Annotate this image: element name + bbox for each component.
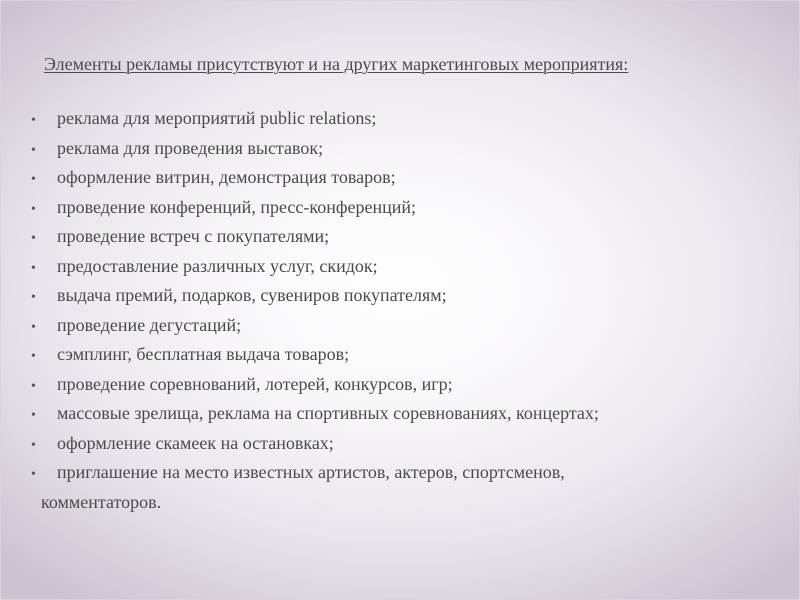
list-item <box>31 194 771 224</box>
list-item <box>31 341 771 371</box>
bullet-icon: • <box>31 172 36 187</box>
bullet-icon: • <box>31 408 36 423</box>
list-item-text: массовые зрелища, реклама на спортивных соревнованиях, концертах; <box>57 403 599 423</box>
list-item <box>31 459 771 489</box>
bullet-icon: • <box>31 260 36 276</box>
bullet-list <box>31 105 771 515</box>
bullet-icon: • <box>31 378 36 394</box>
bullet-icon: • <box>31 113 36 128</box>
list-item-text: реклама для мероприятий public relations; <box>57 108 377 128</box>
slide-title: Элементы рекламы присутствуют и на других маркетинговых мероприятия: <box>44 54 629 74</box>
bullet-icon: • <box>31 437 36 453</box>
list-item-text: проведение встреч с покупателями; <box>57 226 330 246</box>
list-item-text: оформление витрин, демонстрация товаров; <box>57 167 396 187</box>
list-item-text: реклама для проведения выставок; <box>57 137 324 158</box>
list-item <box>31 223 771 253</box>
bullet-icon: • <box>31 142 36 158</box>
list-item <box>31 164 771 194</box>
list-item-text: оформление скамеек на остановках; <box>57 432 334 453</box>
bullet-icon: • <box>31 319 36 335</box>
list-item <box>31 400 771 430</box>
list-item <box>31 282 771 312</box>
list-item-text: приглашение на место известных артистов, актеров, спортсменов, <box>57 462 565 482</box>
list-item-text: сэмплинг, бесплатная выдача товаров; <box>57 344 350 364</box>
list-item-text: проведение соревнований, лотерей, конкурсов, игр; <box>57 373 453 394</box>
bullet-icon: • <box>31 349 36 364</box>
list-item <box>31 253 771 283</box>
list-item <box>31 371 771 401</box>
bullet-icon: • <box>31 201 36 217</box>
bullet-icon: • <box>31 231 36 246</box>
list-item <box>31 430 771 460</box>
list-item-continuation <box>31 489 771 515</box>
list-item <box>31 135 771 165</box>
list-item-text: предоставление различных услуг, скидок; <box>57 255 378 276</box>
list-item <box>31 312 771 342</box>
list-item-text: проведение конференций, пресс-конференций; <box>57 196 416 217</box>
list-item-continuation-text: комментаторов. <box>41 491 162 512</box>
bullet-icon: • <box>31 467 36 482</box>
list-item-text: выдача премий, подарков, сувениров покупателям; <box>57 285 447 305</box>
bullet-icon: • <box>31 290 36 305</box>
list-item <box>31 105 771 135</box>
list-item-text: проведение дегустаций; <box>57 314 242 335</box>
